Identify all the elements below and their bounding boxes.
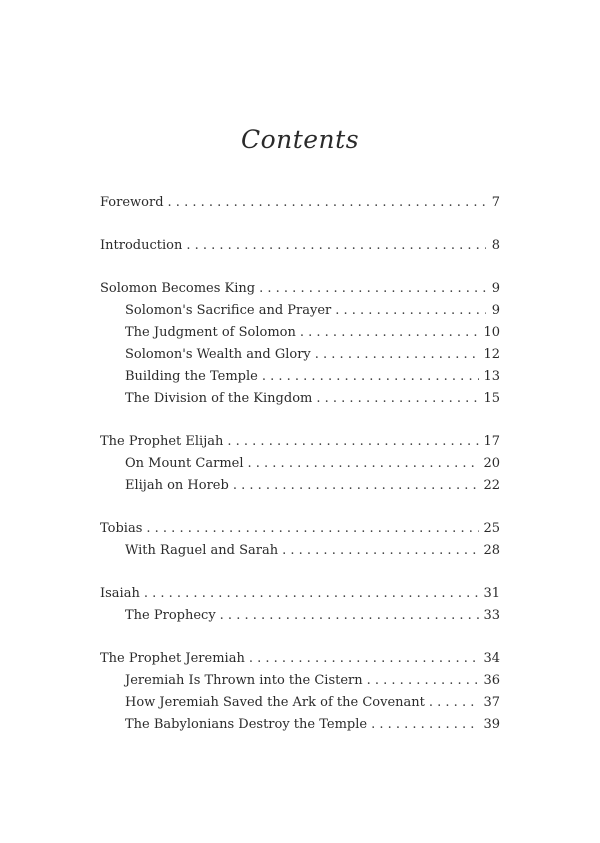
dot-leader — [233, 475, 480, 497]
dot-leader — [248, 453, 480, 475]
dot-leader — [186, 235, 486, 257]
table-of-contents — [100, 192, 500, 757]
toc-subentry[interactable] — [100, 670, 500, 692]
entry-title: The Judgment of Solomon — [125, 325, 296, 340]
dot-leader — [146, 518, 479, 540]
page-number: 9 — [491, 281, 500, 296]
page-number: 9 — [491, 303, 500, 318]
toc-group-isaiah — [100, 583, 500, 627]
entry-title: The Prophet Jeremiah — [100, 651, 245, 666]
entry-title: Solomon Becomes King — [100, 281, 256, 296]
toc-subentry[interactable] — [100, 475, 500, 497]
page-number: 31 — [483, 586, 500, 601]
dot-leader — [220, 605, 480, 627]
page-number: 25 — [483, 521, 500, 536]
toc-group-elijah — [100, 431, 500, 497]
page-number: 10 — [483, 325, 500, 340]
dot-leader — [227, 431, 479, 453]
toc-entry[interactable] — [100, 235, 500, 257]
entry-title: Foreword — [100, 195, 164, 210]
page-number: 34 — [483, 651, 500, 666]
page-number: 22 — [483, 478, 500, 493]
toc-entry[interactable] — [100, 583, 500, 605]
toc-subentry[interactable] — [100, 453, 500, 475]
dot-leader — [367, 670, 480, 692]
toc-subentry[interactable] — [100, 344, 500, 366]
page-number: 33 — [483, 608, 500, 623]
entry-title: The Division of the Kingdom — [125, 391, 313, 406]
toc-subentry[interactable] — [100, 692, 500, 714]
entry-title: Jeremiah Is Thrown into the Cistern — [125, 673, 363, 688]
dot-leader — [259, 278, 486, 300]
dot-leader — [144, 583, 480, 605]
toc-subentry[interactable] — [100, 714, 500, 736]
dot-leader — [249, 648, 480, 670]
dot-leader — [335, 300, 486, 322]
toc-group-foreword — [100, 192, 500, 214]
toc-entry[interactable] — [100, 518, 500, 540]
entry-title: With Raguel and Sarah — [125, 543, 279, 558]
toc-entry[interactable] — [100, 648, 500, 670]
toc-subentry[interactable] — [100, 388, 500, 410]
dot-leader — [371, 714, 479, 736]
toc-subentry[interactable] — [100, 366, 500, 388]
page-number: 39 — [483, 717, 500, 732]
toc-entry[interactable] — [100, 278, 500, 300]
dot-leader — [168, 192, 486, 214]
entry-title: The Prophecy — [125, 608, 216, 623]
dot-leader — [316, 388, 479, 410]
page-number: 37 — [483, 695, 500, 710]
page-number: 36 — [483, 673, 500, 688]
entry-title: Solomon's Wealth and Glory — [125, 347, 311, 362]
entry-title: How Jeremiah Saved the Ark of the Covenant — [125, 695, 425, 710]
page-number: 7 — [491, 195, 500, 210]
toc-group-tobias — [100, 518, 500, 562]
page-number: 28 — [483, 543, 500, 558]
entry-title: The Prophet Elijah — [100, 434, 224, 449]
toc-entry[interactable] — [100, 431, 500, 453]
dot-leader — [300, 322, 480, 344]
dot-leader — [315, 344, 480, 366]
page-number: 15 — [483, 391, 500, 406]
toc-entry[interactable] — [100, 192, 500, 214]
toc-subentry[interactable] — [100, 300, 500, 322]
page-title: Contents — [240, 125, 360, 154]
toc-subentry[interactable] — [100, 322, 500, 344]
toc-group-jeremiah — [100, 648, 500, 736]
entry-title: On Mount Carmel — [125, 456, 244, 471]
toc-subentry[interactable] — [100, 605, 500, 627]
toc-subentry[interactable] — [100, 540, 500, 562]
entry-title: Elijah on Horeb — [125, 478, 229, 493]
toc-group-introduction — [100, 235, 500, 257]
dot-leader — [262, 366, 480, 388]
page-number: 8 — [491, 238, 500, 253]
toc-group-solomon — [100, 278, 500, 410]
entry-title: Building the Temple — [125, 369, 258, 384]
entry-title: The Babylonians Destroy the Temple — [125, 717, 368, 732]
entry-title: Tobias — [100, 521, 143, 536]
page-number: 13 — [483, 369, 500, 384]
entry-title: Solomon's Sacrifice and Prayer — [125, 303, 332, 318]
dot-leader — [282, 540, 479, 562]
page-number: 17 — [483, 434, 500, 449]
entry-title: Introduction — [100, 238, 183, 253]
page-number: 20 — [483, 456, 500, 471]
dot-leader — [429, 692, 480, 714]
entry-title: Isaiah — [100, 586, 140, 601]
page-number: 12 — [483, 347, 500, 362]
